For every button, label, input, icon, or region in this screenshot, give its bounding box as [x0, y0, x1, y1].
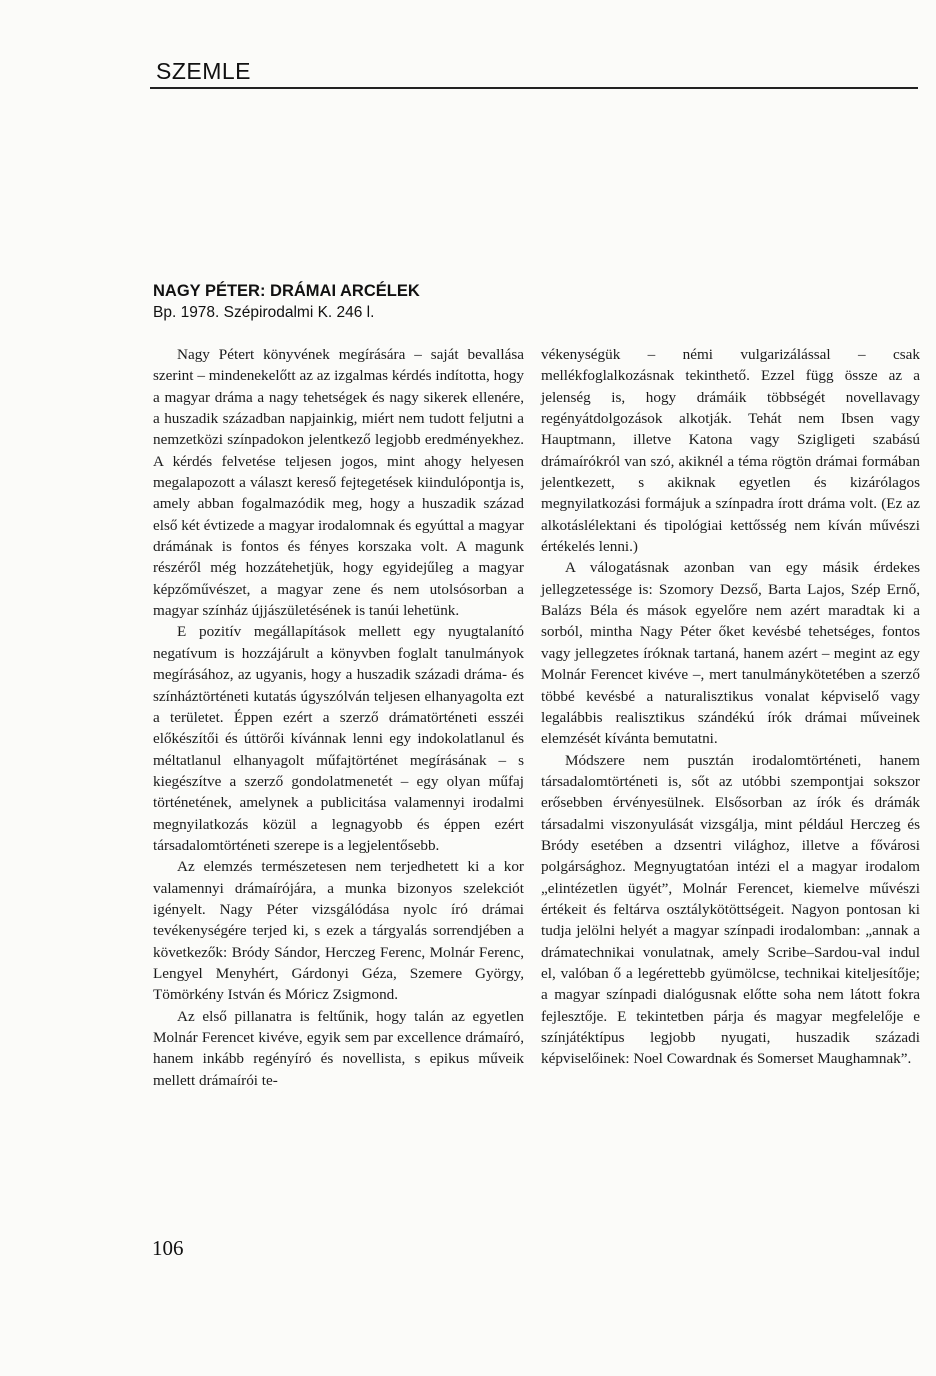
paragraph: Az első pillanatra is feltűnik, hogy talán az egyetlen Molnár Ferencet kivéve, egyik sem par excellence drámaíró, hanem inkább regényíró és novellista, s epikus műveik mellett drámaírói te-: [153, 1007, 524, 1089]
section-title: SZEMLE: [156, 58, 252, 84]
paragraph-continuation: vékenységük – némi vulgarizálással – csak mellékfoglalkozásnak tekinthető. Ezzel függ össze az a jelenség is, hogy drámáik többségét novellavagy regényátdolgozások alkotják. Tehát nem Ibsen vagy Hauptmann, illetve Katona vagy Szigligeti szabású drámaírókról van szó, akiknél a téma rögtön drámai formában jelentkezett, s akiknak egyetlen és kizárólagos megnyilatkozási formájuk a színpadra írott dráma volt. (Ez az alkotáslélektani és tipológiai kettősség nem kíván művészi értékelés lenni.): [541, 346, 920, 556]
paragraph: Az elemzés természetesen nem terjedhetett ki a kor valamennyi drámaírójára, a munka bizonyos szelekciót igényelt. Nagy Péter vizsgálódása nyolc író drámai tevékenységére terjed ki, s ezek a tárgyalás sorrendjében a következők: Bródy Sándor, Herczeg Ferenc, Molnár Ferenc, Lengyel Menyhért, Gárdonyi Géza, Szemere György, Tömörkény István és Móricz Zsigmond.: [153, 858, 524, 1004]
page-number: 106: [152, 1236, 184, 1260]
header-rule: [150, 87, 918, 89]
paragraph: Módszere nem pusztán irodalomtörténeti, hanem társadalomtörténeti is, sőt az utóbbi szempontjai sokszor erősebben érvényesülnek. Elsősorban az írók és drámák társadalmi viszonyulását vizsgálja, mint például Herczeg és Bródy esetében a dzsentri világhoz, illetve a fővárosi polgársághoz. Megnyugtatóan intézi el a magyar irodalom „elintézetlen ügyét”, Molnár Ferencet, kiemelve művészi értékeit és feltárva osztálykötöttségeit. Nagyon pontosan ki tudja jelölni helyét a magyar színpadi irodalomban: „annak a drámatechnikai vonulatnak, amely Scribe–Sardou-val indul el, valóban ő a legérettebb gyümölcse, technikai kiteljesítője; a magyar színpadi dialógusnak előtte soha nem látott fokra fejlesztője. E tekintetben párja és magyar megfelelője e színjátéktípus legjobb nyugati, huszadik századi képviselőinek: Noel Cowardnak és Somerset Maughamnak”.: [541, 751, 920, 1068]
publication-info: Bp. 1978. Szépirodalmi K. 246 l.: [153, 304, 375, 321]
text-column-right: [541, 344, 920, 1070]
review-title: NAGY PÉTER: DRÁMAI ARCÉLEK: [153, 282, 420, 300]
paragraph: Nagy Pétert könyvének megírására – saját bevallása szerint – mindenekelőtt az az izgalmas kérdés indította, hogy a magyar dráma a nagy tehetségek és nagy sikerek ellenére, a huszadik században napjainkig, miért nem tudott feljutni a nemzetközi színpadokon jelentkező legjobb eredményekhez. A kérdés felvetése teljesen jogos, mint ahogy helyesen megalapozott a választ kereső fejtegetések kiindulópontja is, amely abban fogalmazódik meg, hogy a huszadik század első két évtizede a magyar irodalomnak és egyúttal a magyar drámának is fontos és fényes korszaka volt. A magunk részéről még hozzátehetjük, hogy egyidejűleg a magyar képzőművészet, a magyar zene és nem utolsósorban a magyar színház újjászületésének is tanúi lehetünk.: [153, 346, 524, 620]
paragraph: E pozitív megállapítások mellett egy nyugtalanító negatívum is hozzájárult a könyvben foglalt tanulmányok megírásához, az ugyanis, hogy a huszadik századi dráma- és színháztörténeti kutatás úgyszólván teljesen elhanyagolta ezt a területet. Éppen ezért a szerző drámatörténeti esszéi előkészítői és úttörői kívánnak lenni egy indokolatlanul és méltatlanul elhanyagolt műfajtörténet megírásának – s kiegészítve a szerző gondolatmenetét – egy olyan műfaj történetének, amelynek a publicitása valamennyi irodalmi megnyilatkozás közül a legnagyobb és éppen ezért társadalomtörténeti szerepe is a legjelentősebb.: [153, 623, 524, 854]
text-column-left: [153, 344, 524, 1091]
paragraph: A válogatásnak azonban van egy másik érdekes jellegzetessége is: Szomory Dezső, Barta Lajos, Szép Ernő, Balázs Béla és mások egyelőre nem azért maradtak ki a sorból, mintha Nagy Péter őket kevésbé tehetséges, fontos vagy jellegzetes íróknak tartaná, hanem azért – megint az egy Molnár Ferencet kivéve –, mert tanulmánykötetében a szerző többé kevésbé a naturalisztikus vonalat képviselő vagy legalábbis realisztikus szándékú írók drámai műveinek elemzését kívánta bemutatni.: [541, 559, 920, 748]
